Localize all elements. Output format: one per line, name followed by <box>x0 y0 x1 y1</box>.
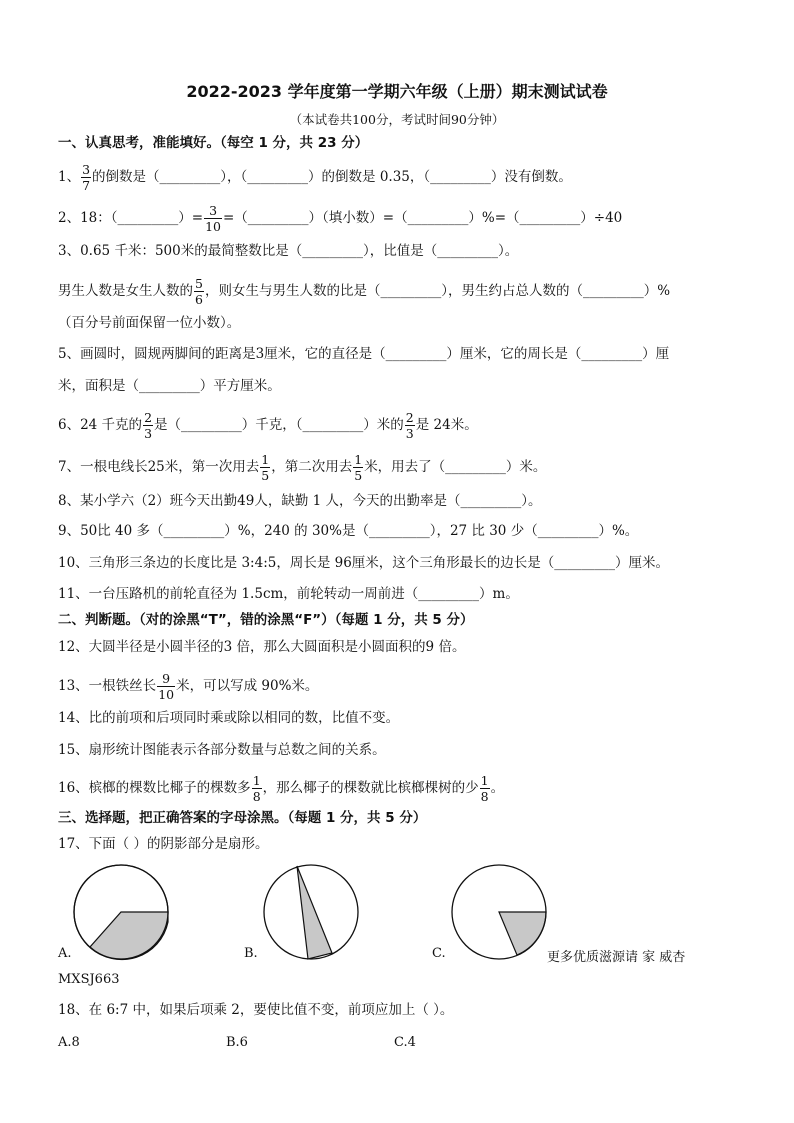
question-7 <box>58 452 546 483</box>
section1-heading: 一、认真思考，准能填好。（每空 1 分，共 23 分） <box>58 135 369 151</box>
question-9: 9、50比 40 多（_________）%，240 的 30%是（_________），27 比 30 少（_________）%。 <box>58 523 639 539</box>
fraction-3-7 <box>81 162 91 193</box>
q16-middle: ，那么椰子的棵数就比槟榔棵树的少 <box>262 780 479 796</box>
q16-prefix: 16、槟榔的棵数比椰子的棵数多 <box>58 780 251 796</box>
q6-prefix: 6、24 千克的 <box>58 417 143 433</box>
fraction-numerator: 1 <box>261 452 270 467</box>
fraction-numerator: 1 <box>354 452 363 467</box>
circle-figure-a <box>70 862 174 962</box>
option-a-label[interactable]: A. <box>58 946 72 961</box>
option-b-label[interactable]: B. <box>244 946 258 961</box>
fraction-2-3 <box>405 410 415 441</box>
fraction-denominator: 3 <box>405 426 414 441</box>
circle-figure-b <box>260 862 364 962</box>
section2-heading: 二、判断题。（对的涂黑“T”，错的涂黑“F”）（每题 1 分，共 5 分） <box>58 612 474 628</box>
exam-title: 2022-2023 学年度第一学期六年级（上册）期末测试试卷 <box>186 82 608 101</box>
fraction-numerator: 5 <box>195 276 203 291</box>
fraction-5-6 <box>194 276 204 307</box>
q6-middle: 是（_________）千克，（_________）米的 <box>154 417 404 433</box>
fraction-denominator: 8 <box>252 789 261 804</box>
promo-text: 更多优质滋源请 家 威杏 <box>547 950 686 965</box>
question-14: 14、比的前项和后项同时乘或除以相同的数，比值不变。 <box>58 710 400 726</box>
fraction-1-8 <box>480 773 490 804</box>
q1-text: 的倒数是（_________），（_________）的倒数是 0.35，（_________）没有倒数。 <box>92 169 572 185</box>
fraction-1-5 <box>260 452 270 483</box>
fraction-numerator: 2 <box>405 410 414 425</box>
question-2 <box>58 203 622 234</box>
q18-option-a[interactable]: A.8 <box>58 1035 80 1050</box>
fraction-numerator: 1 <box>252 773 261 788</box>
question-10: 10、三角形三条边的长度比是 3:4:5，周长是 96厘米，这个三角形最长的边长是（_________）厘米。 <box>58 555 670 571</box>
question-3: 3、0.65 千米：500米的最简整数比是（_________），比值是（_________）。 <box>58 243 519 259</box>
question-18: 18、在 6:7 中，如果后项乘 2，要使比值不变，前项应加上（ ）。 <box>58 1002 454 1018</box>
fraction-1-8 <box>252 773 262 804</box>
fraction-1-5 <box>353 452 363 483</box>
question-6 <box>58 410 478 441</box>
fraction-9-10 <box>157 671 175 702</box>
fraction-denominator: 5 <box>354 468 363 483</box>
q4-text: ，则女生与男生人数的比是（_________），男生约占总人数的（_________）% <box>204 283 671 299</box>
fraction-denominator: 6 <box>195 292 203 307</box>
question-8: 8、某小学六（2）班今天出勤49人，缺勤 1 人，今天的出勤率是（_________）。 <box>58 493 542 509</box>
q13-suffix: 米，可以写成 90%米。 <box>176 678 319 694</box>
question-5-line2: 米，面积是（_________）平方厘米。 <box>58 378 281 394</box>
fraction-numerator: 3 <box>204 203 222 219</box>
fraction-denominator: 8 <box>480 789 489 804</box>
fraction-numerator: 2 <box>144 410 153 425</box>
question-17: 17、下面（ ）的阴影部分是扇形。 <box>58 836 269 852</box>
option-c-label[interactable]: C. <box>432 946 446 961</box>
section3-heading: 三、选择题，把正确答案的字母涂黑。（每题 1 分，共 5 分） <box>58 810 427 826</box>
question-16 <box>58 773 504 804</box>
question-15: 15、扇形统计图能表示各部分数量与总数之间的关系。 <box>58 742 386 758</box>
question-12: 12、大圆半径是小圆半径的3 倍，那么大圆面积是小圆面积的9 倍。 <box>58 639 466 655</box>
q7-suffix: 米，用去了（_________）米。 <box>364 459 547 475</box>
q1-prefix: 1、 <box>58 169 81 185</box>
q18-option-c[interactable]: C.4 <box>394 1035 416 1050</box>
question-11: 11、一台压路机的前轮直径为 1.5cm，前轮转动一周前进（_________）m。 <box>58 586 519 602</box>
fraction-3-10 <box>204 203 222 234</box>
q16-suffix: 。 <box>490 780 505 796</box>
question-13 <box>58 671 318 702</box>
fraction-2-3 <box>143 410 153 441</box>
q4-prefix: 男生人数是女生人数的 <box>58 283 193 299</box>
q2-text: =（_________）（填小数）=（_________）%=（_________）÷40 <box>223 210 623 226</box>
q18-option-b[interactable]: B.6 <box>226 1035 248 1050</box>
fraction-denominator: 10 <box>158 687 175 702</box>
question-5-line1: 5、画圆时，圆规两脚间的距离是3厘米，它的直径是（_________）厘米，它的周长是（_________）厘 <box>58 346 670 362</box>
fraction-denominator: 7 <box>82 178 91 193</box>
fraction-denominator: 5 <box>261 468 270 483</box>
fraction-denominator: 10 <box>205 219 221 234</box>
question-4 <box>58 276 670 307</box>
fraction-numerator: 3 <box>82 162 91 177</box>
exam-subtitle: （本试卷共100分，考试时间90分钟） <box>289 112 505 127</box>
circle-figure-c <box>448 862 552 962</box>
promo-code: MXSJ663 <box>58 972 120 987</box>
fraction-numerator: 1 <box>480 773 489 788</box>
shaded-sector <box>499 912 546 955</box>
fraction-numerator: 9 <box>157 671 175 687</box>
q2-prefix: 2、18：（_________）= <box>58 210 204 226</box>
q6-suffix: 是 24米。 <box>415 417 478 433</box>
fraction-denominator: 3 <box>144 426 153 441</box>
question-1 <box>58 162 572 193</box>
q13-prefix: 13、一根铁丝长 <box>58 678 157 694</box>
q7-prefix: 7、一根电线长25米，第一次用去 <box>58 459 260 475</box>
q7-middle: ，第二次用去 <box>271 459 353 475</box>
question-4-note: （百分号前面保留一位小数）。 <box>58 315 241 331</box>
